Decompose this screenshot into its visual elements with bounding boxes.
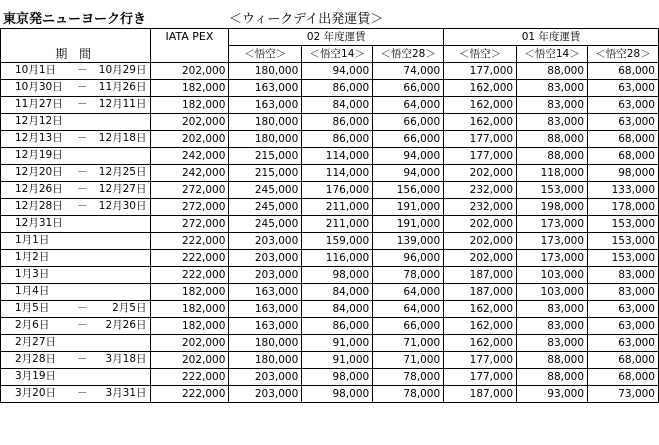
fy02-goku28-cell: 64,000	[373, 284, 444, 301]
fy01-goku-cell: 187,000	[444, 284, 517, 301]
iata-pex-cell: 202,000	[150, 114, 229, 131]
period-end: 12月27日	[98, 183, 147, 195]
period-start: 1月4日	[15, 285, 50, 297]
fy01-goku14-cell: 88,000	[517, 369, 588, 386]
fy02-goku-cell: 215,000	[229, 165, 302, 182]
iata-pex-cell: 272,000	[150, 216, 229, 233]
period-cell	[1, 199, 151, 216]
fy01-goku28-cell: 153,000	[588, 216, 659, 233]
fy01-goku28-cell: 63,000	[588, 114, 659, 131]
fy01-goku-cell: 187,000	[444, 386, 517, 403]
fy02-goku-cell: 203,000	[229, 369, 302, 386]
iata-pex-cell: 182,000	[150, 318, 229, 335]
fy01-goku-cell: 232,000	[444, 182, 517, 199]
fy02-goku14-cell: 84,000	[302, 97, 373, 114]
fy01-goku-cell: 202,000	[444, 233, 517, 250]
fy02-goku28-cell: 156,000	[373, 182, 444, 199]
fy01-goku14-cell: 83,000	[517, 301, 588, 318]
fy02-goku-header: ＜悟空＞	[229, 46, 302, 63]
period-start: 12月20日	[15, 166, 63, 178]
fy01-goku14-cell: 153,000	[517, 182, 588, 199]
table-row	[1, 63, 659, 80]
period-dash: －	[77, 353, 88, 365]
table-row	[1, 165, 659, 182]
fy01-goku28-cell: 63,000	[588, 97, 659, 114]
table-row	[1, 148, 659, 165]
iata-pex-cell: 272,000	[150, 199, 229, 216]
fy02-goku14-cell: 86,000	[302, 80, 373, 97]
period-start: 1月1日	[15, 234, 50, 246]
fy01-goku28-cell: 73,000	[588, 386, 659, 403]
fy01-goku28-cell: 68,000	[588, 148, 659, 165]
period-start: 1月3日	[15, 268, 50, 280]
fy02-goku28-cell: 191,000	[373, 216, 444, 233]
fy02-goku28-cell: 78,000	[373, 267, 444, 284]
fy02-goku-cell: 163,000	[229, 80, 302, 97]
period-start: 2月6日	[15, 319, 50, 331]
period-end: 12月30日	[98, 200, 147, 212]
fy02-goku-cell: 163,000	[229, 97, 302, 114]
table-row	[1, 369, 659, 386]
fy02-goku14-cell: 159,000	[302, 233, 373, 250]
fy02-goku28-cell: 66,000	[373, 80, 444, 97]
period-start: 12月26日	[15, 183, 63, 195]
fy01-goku-cell: 162,000	[444, 301, 517, 318]
fy01-goku-cell: 232,000	[444, 199, 517, 216]
period-end: 3月18日	[105, 353, 147, 365]
period-end: 12月18日	[98, 132, 147, 144]
fy02-goku28-cell: 64,000	[373, 301, 444, 318]
fy02-goku14-cell: 86,000	[302, 131, 373, 148]
table-row	[1, 216, 659, 233]
fy02-goku-cell: 203,000	[229, 386, 302, 403]
table-row	[1, 335, 659, 352]
fy01-goku14-cell: 103,000	[517, 267, 588, 284]
fy01-goku-cell: 202,000	[444, 250, 517, 267]
fy02-goku-cell: 180,000	[229, 114, 302, 131]
iata-pex-cell: 182,000	[150, 97, 229, 114]
fy02-goku14-cell: 98,000	[302, 369, 373, 386]
fy01-goku28-cell: 63,000	[588, 80, 659, 97]
fy01-goku28-cell: 68,000	[588, 63, 659, 80]
table-row	[1, 352, 659, 369]
table-row	[1, 301, 659, 318]
period-start: 3月19日	[15, 370, 57, 382]
fy02-goku28-cell: 94,000	[373, 165, 444, 182]
period-dash: －	[77, 183, 88, 195]
fy02-goku28-cell: 71,000	[373, 335, 444, 352]
fy01-goku28-cell: 68,000	[588, 131, 659, 148]
fy02-goku14-cell: 91,000	[302, 352, 373, 369]
fy02-goku14-cell: 98,000	[302, 267, 373, 284]
period-start: 2月28日	[15, 353, 57, 365]
header-row-1	[1, 29, 659, 46]
fy01-goku14-cell: 88,000	[517, 131, 588, 148]
period-cell	[1, 335, 151, 352]
fy02-goku28-cell: 74,000	[373, 63, 444, 80]
period-start: 1月5日	[15, 302, 50, 314]
fy01-goku14-cell: 88,000	[517, 352, 588, 369]
iata-pex-cell: 202,000	[150, 131, 229, 148]
fy01-goku-cell: 202,000	[444, 165, 517, 182]
fy01-goku14-cell: 103,000	[517, 284, 588, 301]
fy01-goku-cell: 162,000	[444, 97, 517, 114]
fy02-goku14-cell: 94,000	[302, 63, 373, 80]
fy02-goku14-cell: 114,000	[302, 165, 373, 182]
fy01-goku28-cell: 63,000	[588, 335, 659, 352]
fy01-header: 01 年度運賃	[444, 29, 659, 46]
period-cell	[1, 63, 151, 80]
fy02-header: 02 年度運賃	[229, 29, 444, 46]
period-start: 12月31日	[15, 217, 63, 229]
fy01-goku28-cell: 83,000	[588, 284, 659, 301]
iata-pex-cell: 222,000	[150, 369, 229, 386]
fy01-goku14-cell: 83,000	[517, 335, 588, 352]
fy02-goku-cell: 180,000	[229, 131, 302, 148]
table-row	[1, 131, 659, 148]
period-dash: －	[77, 387, 88, 399]
fy01-goku14-cell: 83,000	[517, 97, 588, 114]
period-dash: －	[77, 302, 88, 314]
period-end: 12月25日	[98, 166, 147, 178]
fy02-goku-cell: 245,000	[229, 199, 302, 216]
fy01-goku14-cell: 83,000	[517, 114, 588, 131]
period-dash: －	[77, 132, 88, 144]
fy02-goku-cell: 245,000	[229, 182, 302, 199]
fy01-goku28-cell: 83,000	[588, 267, 659, 284]
fy02-goku28-header: ＜悟空28＞	[373, 46, 444, 63]
period-dash: －	[77, 200, 88, 212]
fy01-goku28-cell: 98,000	[588, 165, 659, 182]
fy02-goku28-cell: 71,000	[373, 352, 444, 369]
period-cell	[1, 250, 151, 267]
fy02-goku-cell: 180,000	[229, 352, 302, 369]
fy01-goku-cell: 162,000	[444, 114, 517, 131]
fy02-goku14-cell: 91,000	[302, 335, 373, 352]
fy01-goku-cell: 162,000	[444, 335, 517, 352]
fy02-goku28-cell: 66,000	[373, 318, 444, 335]
title-row	[0, 0, 659, 28]
fy02-goku14-cell: 86,000	[302, 318, 373, 335]
iata-pex-cell: 222,000	[150, 386, 229, 403]
period-end: 3月31日	[105, 387, 147, 399]
fy01-goku14-cell: 83,000	[517, 318, 588, 335]
iata-pex-cell: 222,000	[150, 233, 229, 250]
table-row	[1, 80, 659, 97]
fy01-goku28-cell: 68,000	[588, 369, 659, 386]
fy02-goku28-cell: 64,000	[373, 97, 444, 114]
fy02-goku28-cell: 94,000	[373, 148, 444, 165]
period-cell	[1, 233, 151, 250]
fy02-goku14-cell: 114,000	[302, 148, 373, 165]
period-start: 12月19日	[15, 149, 63, 161]
period-end: 12月11日	[98, 98, 147, 110]
fy02-goku-cell: 180,000	[229, 335, 302, 352]
iata-pex-cell: 202,000	[150, 335, 229, 352]
period-cell	[1, 369, 151, 386]
fy02-goku14-cell: 86,000	[302, 114, 373, 131]
fy02-goku-cell: 245,000	[229, 216, 302, 233]
table-row	[1, 182, 659, 199]
fare-table-body	[1, 63, 659, 403]
fy01-goku28-cell: 153,000	[588, 233, 659, 250]
fy02-goku-cell: 203,000	[229, 250, 302, 267]
period-cell	[1, 301, 151, 318]
period-cell	[1, 80, 151, 97]
fy02-goku14-cell: 98,000	[302, 386, 373, 403]
fy01-goku14-cell: 173,000	[517, 216, 588, 233]
period-cell	[1, 216, 151, 233]
period-end: 10月29日	[98, 64, 147, 76]
fy01-goku28-cell: 133,000	[588, 182, 659, 199]
fy02-goku14-cell: 116,000	[302, 250, 373, 267]
iata-pex-cell: 202,000	[150, 352, 229, 369]
iata-pex-cell: 272,000	[150, 182, 229, 199]
period-header: 期 間	[1, 29, 151, 63]
fy01-goku14-cell: 118,000	[517, 165, 588, 182]
fy02-goku28-cell: 66,000	[373, 114, 444, 131]
period-dash: －	[77, 319, 88, 331]
fy02-goku28-cell: 139,000	[373, 233, 444, 250]
table-row	[1, 199, 659, 216]
table-row	[1, 318, 659, 335]
period-start: 10月1日	[15, 64, 57, 76]
fy01-goku14-cell: 88,000	[517, 148, 588, 165]
iata-pex-cell: 222,000	[150, 250, 229, 267]
fy01-goku14-header: ＜悟空14＞	[517, 46, 588, 63]
fy02-goku14-cell: 211,000	[302, 216, 373, 233]
period-end: 11月26日	[98, 81, 147, 93]
fy02-goku14-cell: 84,000	[302, 284, 373, 301]
fy01-goku-cell: 162,000	[444, 318, 517, 335]
period-dash: －	[77, 166, 88, 178]
fy01-goku14-cell: 173,000	[517, 250, 588, 267]
period-cell	[1, 148, 151, 165]
route-title: 東京発ニューヨーク行き	[3, 12, 147, 27]
table-row	[1, 233, 659, 250]
period-start: 11月27日	[15, 98, 63, 110]
fy02-goku28-cell: 66,000	[373, 131, 444, 148]
fy02-goku-cell: 163,000	[229, 318, 302, 335]
period-cell	[1, 386, 151, 403]
fy01-goku-header: ＜悟空＞	[444, 46, 517, 63]
fare-table	[0, 28, 659, 403]
period-cell	[1, 352, 151, 369]
fy02-goku28-cell: 78,000	[373, 386, 444, 403]
iata-pex-cell: 242,000	[150, 148, 229, 165]
fy01-goku14-cell: 93,000	[517, 386, 588, 403]
period-cell	[1, 267, 151, 284]
period-dash: －	[77, 98, 88, 110]
iata-pex-cell: 182,000	[150, 284, 229, 301]
fy01-goku-cell: 162,000	[444, 80, 517, 97]
period-cell	[1, 165, 151, 182]
fy01-goku14-cell: 198,000	[517, 199, 588, 216]
fy01-goku-cell: 177,000	[444, 63, 517, 80]
fy01-goku-cell: 187,000	[444, 267, 517, 284]
period-cell	[1, 131, 151, 148]
table-row	[1, 284, 659, 301]
fy02-goku-cell: 180,000	[229, 63, 302, 80]
period-cell	[1, 114, 151, 131]
fy02-goku28-cell: 96,000	[373, 250, 444, 267]
fy01-goku-cell: 177,000	[444, 352, 517, 369]
fy01-goku14-cell: 88,000	[517, 63, 588, 80]
period-cell	[1, 97, 151, 114]
fy02-goku14-cell: 176,000	[302, 182, 373, 199]
fy02-goku-cell: 163,000	[229, 284, 302, 301]
fy01-goku28-header: ＜悟空28＞	[588, 46, 659, 63]
fy01-goku28-cell: 153,000	[588, 250, 659, 267]
period-cell	[1, 182, 151, 199]
period-start: 12月28日	[15, 200, 63, 212]
period-start: 12月12日	[15, 115, 63, 127]
period-dash: －	[77, 64, 88, 76]
iata-pex-cell: 242,000	[150, 165, 229, 182]
fy01-goku-cell: 177,000	[444, 131, 517, 148]
fy01-goku-cell: 202,000	[444, 216, 517, 233]
period-start: 3月20日	[15, 387, 57, 399]
iata-pex-cell: 222,000	[150, 267, 229, 284]
fy01-goku28-cell: 68,000	[588, 352, 659, 369]
period-cell	[1, 318, 151, 335]
iata-pex-cell: 182,000	[150, 301, 229, 318]
table-row	[1, 386, 659, 403]
fy02-goku14-header: ＜悟空14＞	[302, 46, 373, 63]
fy02-goku28-cell: 191,000	[373, 199, 444, 216]
table-row	[1, 250, 659, 267]
period-cell	[1, 284, 151, 301]
fy02-goku-cell: 203,000	[229, 233, 302, 250]
period-start: 12月13日	[15, 132, 63, 144]
period-start: 1月2日	[15, 251, 50, 263]
fy01-goku-cell: 177,000	[444, 148, 517, 165]
fy01-goku-cell: 177,000	[444, 369, 517, 386]
fy02-goku-cell: 203,000	[229, 267, 302, 284]
fy02-goku14-cell: 84,000	[302, 301, 373, 318]
fy01-goku14-cell: 173,000	[517, 233, 588, 250]
table-row	[1, 267, 659, 284]
fy01-goku28-cell: 63,000	[588, 318, 659, 335]
period-end: 2月5日	[112, 302, 147, 314]
iata-pex-header: IATA PEX	[150, 29, 229, 63]
fy01-goku28-cell: 178,000	[588, 199, 659, 216]
period-end: 2月26日	[105, 319, 147, 331]
period-dash: －	[77, 81, 88, 93]
fy02-goku-cell: 215,000	[229, 148, 302, 165]
iata-pex-cell: 202,000	[150, 63, 229, 80]
fare-type-title: ＜ウィークデイ出発運賃＞	[229, 12, 384, 27]
fy02-goku28-cell: 78,000	[373, 369, 444, 386]
table-row	[1, 97, 659, 114]
iata-pex-cell: 182,000	[150, 80, 229, 97]
fy02-goku-cell: 163,000	[229, 301, 302, 318]
table-row	[1, 114, 659, 131]
period-start: 10月30日	[15, 81, 63, 93]
period-start: 2月27日	[15, 336, 57, 348]
fy01-goku28-cell: 63,000	[588, 301, 659, 318]
fy01-goku14-cell: 83,000	[517, 80, 588, 97]
fy02-goku14-cell: 211,000	[302, 199, 373, 216]
